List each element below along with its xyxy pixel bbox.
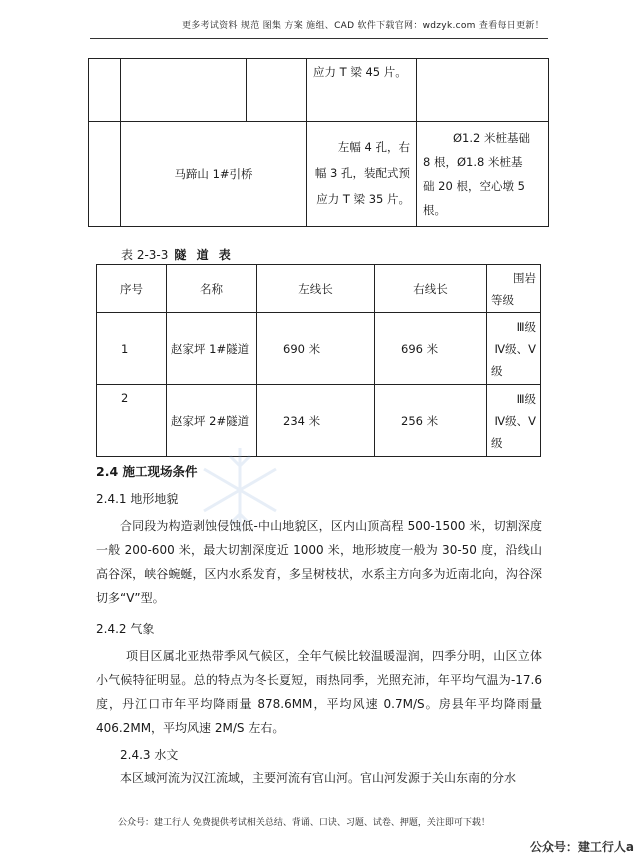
header-divider bbox=[90, 38, 548, 39]
header-left: 左线长 bbox=[257, 265, 375, 313]
page-header: 更多考试资料 规范 图集 方案 施组、CAD 软件下载官网：wdzyk.com 查看每日更新！ bbox=[181, 21, 544, 31]
paragraph: 合同段为构造剥蚀侵蚀低-中山地貌区，区内山顶高程 500-1500 米，切割深度一般 200-600 米，最大切割深度近 1000 米，地形坡度一般为 30-50 度，沿线山高谷深，峡谷蜿蜒，区内水系发育，多呈树枝状，水系主方向多为近南北向，沟谷深切多“V”型。 bbox=[96, 519, 542, 605]
paragraph: 本区域河流为汉江流域，主要河流有官山河。官山河发源于关山东南的分水 bbox=[120, 771, 517, 785]
tunnel-table bbox=[96, 264, 541, 457]
header-name: 名称 bbox=[167, 265, 257, 313]
bridge-foundation-cell: Ø1.2 米桩基础 8 根，Ø1.8 米桩基 础 20 根，空心墩 5 根。 bbox=[417, 122, 549, 227]
table-row bbox=[89, 122, 549, 227]
bridge-spec-cell: 左幅 4 孔，右 幅 3 孔，装配式预 应力 T 梁 35 片。 bbox=[307, 122, 417, 227]
corner-watermark-text: 公众号：建工行人a bbox=[529, 840, 634, 854]
table-row bbox=[89, 59, 549, 122]
tunnel-table-caption: 表 2-3-3 隧 道 表 bbox=[121, 248, 234, 262]
page-footer: 公众号：建工行人 免费提供考试相关总结、背诵、口诀、习题、试卷、押题，关注即可下载！ bbox=[118, 818, 490, 828]
subsection-title: 2.4.1 地形地貌 bbox=[96, 492, 179, 506]
bridge-name-cell: 马蹄山 1#引桥 bbox=[121, 122, 307, 227]
subsection-title: 2.4.2 气象 bbox=[96, 622, 155, 636]
subsection-title: 2.4.3 水文 bbox=[120, 748, 179, 762]
bridge-spec-cell: 应力 T 梁 45 片。 bbox=[307, 59, 417, 122]
paragraph: 项目区属北亚热带季风气候区，全年气候比较温暖湿润，四季分明，山区立体小气候特征明显。总的特点为冬长夏短，雨热同季，光照充沛，年平均气温为-17.6 度，丹江口市年平均降雨量 878.6MM，平均风速 0.7M/S。房县年平均降雨量 406.2MM，平均风速 2M/S 左右。 bbox=[96, 649, 542, 735]
table-header-row bbox=[97, 265, 541, 313]
header-right: 右线长 bbox=[375, 265, 487, 313]
section-title: 2.4 施工现场条件 bbox=[96, 464, 198, 479]
header-grade: 围岩 等级 bbox=[487, 265, 541, 313]
bridge-table bbox=[88, 58, 549, 227]
table-row: 2 赵家坪 2#隧道 234 米 256 米 Ⅲ级 Ⅳ级、Ⅴ 级 bbox=[97, 385, 541, 457]
header-index: 序号 bbox=[97, 265, 167, 313]
table-row: 1 赵家坪 1#隧道 690 米 696 米 Ⅲ级 Ⅳ级、Ⅴ 级 bbox=[97, 313, 541, 385]
